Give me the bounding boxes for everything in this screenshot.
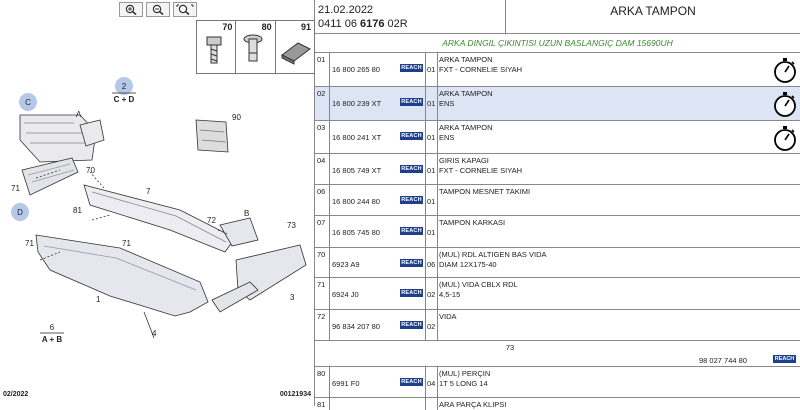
part-row[interactable] (315, 398, 800, 410)
part-description: 1T 5 LONG 14 (439, 379, 488, 388)
exploded-parts-diagram (0, 20, 314, 392)
part-name: ARKA TAMPON (439, 123, 493, 132)
row-index: 81 (317, 400, 326, 409)
callout-71-center: 71 (122, 239, 131, 248)
part-description: 4,5-15 (439, 290, 461, 299)
part-reference[interactable]: 16 805 745 80 (332, 228, 380, 237)
callout-b: B (244, 209, 250, 218)
part-name: (MUL) PERÇIN (439, 369, 491, 378)
row-index: 06 (317, 187, 326, 196)
part-reference[interactable]: 16 805 749 XT (332, 166, 382, 175)
header-ref-suffix: 02R (384, 18, 408, 30)
part-reference[interactable]: 16 800 239 XT (332, 99, 382, 108)
zoom-toolbar (119, 2, 200, 17)
part-quantity: 01 (427, 166, 436, 175)
callout-6: 6 (49, 323, 55, 332)
callout-3: 3 (290, 293, 295, 302)
part-row[interactable] (315, 121, 800, 154)
reach-badge[interactable]: REACH (401, 133, 422, 139)
part-name: TAMPON MESNET TAKIMI (439, 187, 531, 196)
reach-badge[interactable]: REACH (401, 322, 422, 328)
callout-7: 7 (146, 187, 151, 196)
diagram-date: 02/2022 (3, 391, 29, 398)
diagram-panel (0, 0, 315, 406)
part-number: 80 (261, 22, 272, 32)
part-quantity: 01 (427, 65, 436, 74)
part-name: ARA PARÇA KLIPSI (439, 400, 507, 409)
part-reference[interactable]: 6991 F0 (332, 379, 360, 388)
zoom-fit-icon[interactable] (173, 2, 197, 17)
callout-c-plus-d: C + D (113, 95, 135, 104)
part-reference[interactable]: 16 800 265 80 (332, 65, 380, 74)
part-description: DIAM 12X175-40 (439, 260, 497, 269)
part-name: VIDA (439, 312, 457, 321)
part-row-selected[interactable] (315, 87, 800, 121)
header-reference (318, 18, 408, 30)
part-description: ENS (439, 99, 455, 108)
part-name: ARKA TAMPON (439, 89, 493, 98)
part-row[interactable] (315, 154, 800, 185)
row-index: 04 (317, 156, 326, 165)
callout-a-plus-b: A + B (41, 335, 63, 344)
part-row[interactable] (315, 278, 800, 310)
row-index: 02 (317, 89, 326, 98)
part-reference[interactable]: 96 834 207 80 (332, 322, 380, 331)
header-ref-bold: 6176 (360, 18, 385, 30)
part-quantity: 01 (427, 228, 436, 237)
reach-badge[interactable]: REACH (401, 197, 422, 203)
part-reference[interactable]: 6924 J0 (332, 290, 359, 299)
part-quantity: 02 (427, 322, 436, 331)
row-index: 70 (317, 250, 326, 259)
header-ref-prefix: 0411 06 (318, 18, 361, 30)
part-row[interactable] (315, 248, 800, 278)
part-row[interactable] (315, 185, 800, 216)
part-reference[interactable]: 16 800 241 XT (332, 133, 382, 142)
callout-4: 4 (152, 329, 157, 338)
applicability-note: ARKA DINGIL ÇIKINTISI UZUN BASLANGIÇ DAM 15690UH (315, 34, 800, 53)
callout-90: 90 (232, 113, 241, 122)
part-number: 70 (222, 22, 233, 32)
reach-badge[interactable]: REACH (401, 65, 422, 71)
zoom-in-icon[interactable] (119, 2, 143, 17)
part-quantity: 01 (427, 197, 436, 206)
part-reference[interactable]: 98 027 744 80 (699, 356, 747, 365)
callout-71-left: 71 (11, 184, 20, 193)
header-date: 21.02.2022 (318, 4, 374, 16)
reach-badge[interactable]: REACH (401, 379, 422, 385)
part-quantity: 06 (427, 260, 436, 269)
part-quantity: 02 (427, 290, 436, 299)
callout-71-bottom: 71 (25, 239, 34, 248)
reach-badge[interactable]: REACH (401, 228, 422, 234)
row-index: 72 (317, 312, 326, 321)
diagram-id: 00121934 (279, 391, 311, 398)
part-description: ENS (439, 133, 455, 142)
part-description: FXT - CORNELIE SIYAH (439, 65, 523, 74)
part-number: 91 (300, 22, 311, 32)
part-name: TAMPON KARKASI (439, 218, 506, 227)
row-index: 80 (317, 369, 326, 378)
stopwatch-icon[interactable] (772, 57, 798, 83)
part-quantity: 01 (427, 133, 436, 142)
part-reference[interactable]: 16 800 244 80 (332, 197, 380, 206)
reach-badge[interactable]: REACH (774, 356, 795, 362)
row-index: 07 (317, 218, 326, 227)
zoom-out-icon[interactable] (146, 2, 170, 17)
stopwatch-icon[interactable] (772, 125, 798, 151)
part-row[interactable] (315, 53, 800, 87)
part-quantity: 04 (427, 379, 436, 388)
callout-72: 72 (207, 216, 216, 225)
callout-2: 2 (121, 82, 127, 91)
callout-a: A (76, 110, 82, 119)
part-name: (MUL) RDL ALTIGEN BAS VIDA (439, 250, 547, 259)
callout-81: 81 (73, 206, 82, 215)
row-index: 03 (317, 123, 326, 132)
part-name: (MUL) VIDA CBLX RDL (439, 280, 518, 289)
part-name: GIRIS KAPAGI (439, 156, 489, 165)
callout-70: 70 (86, 166, 95, 175)
callout-c: C (25, 98, 31, 107)
parts-header (315, 0, 800, 34)
row-index: 01 (317, 55, 326, 64)
part-row[interactable] (315, 310, 800, 341)
callout-73: 73 (287, 221, 296, 230)
callout-1: 1 (96, 295, 101, 304)
part-quantity: 01 (427, 99, 436, 108)
part-description: FXT - CORNELIE SIYAH (439, 166, 523, 175)
stopwatch-icon[interactable] (772, 91, 798, 117)
reach-badge[interactable]: REACH (401, 99, 422, 105)
parts-list-panel (315, 0, 800, 409)
part-name: ARKA TAMPON (439, 55, 493, 64)
part-row[interactable] (315, 367, 800, 398)
row-index: 73 (505, 343, 515, 352)
row-index: 71 (317, 280, 326, 289)
callout-d: D (17, 208, 23, 217)
reach-badge[interactable]: REACH (401, 166, 422, 172)
reach-badge[interactable]: REACH (401, 290, 422, 296)
part-row[interactable] (315, 216, 800, 248)
part-row-73[interactable] (315, 341, 800, 367)
page-title: ARKA TAMPON (505, 0, 800, 33)
reach-badge[interactable]: REACH (401, 260, 422, 266)
part-reference[interactable]: 6923 A9 (332, 260, 360, 269)
